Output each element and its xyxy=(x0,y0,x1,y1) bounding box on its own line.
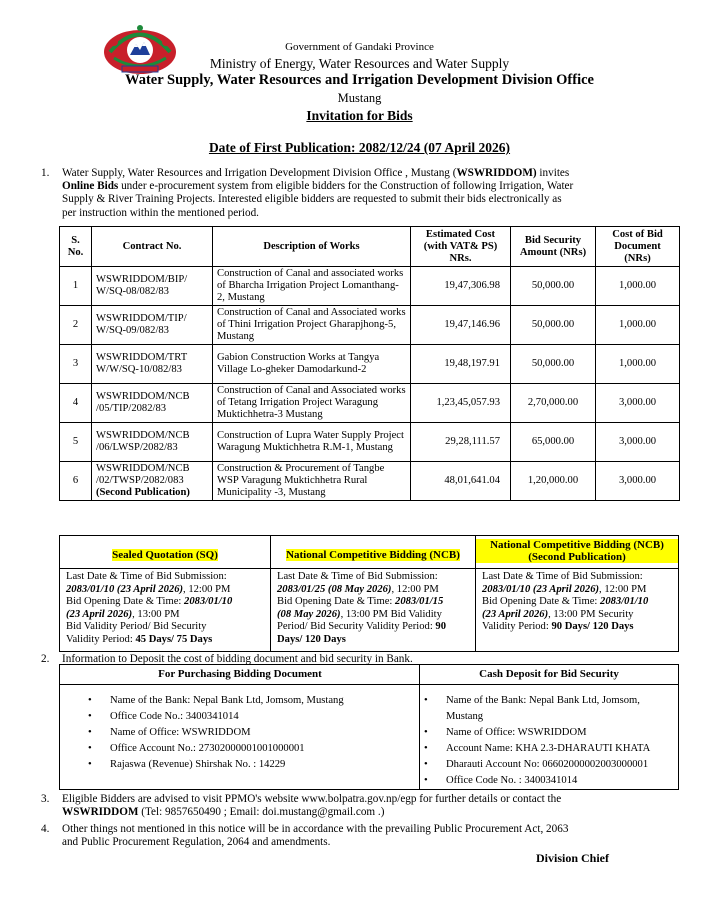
cell-document: 1,000.00 xyxy=(596,306,680,345)
cell-contract: WSWRIDDOM/NCB /06/LWSP/2082/83 xyxy=(92,423,213,462)
cell-contract: WSWRIDDOM/TIP/ W/SQ-09/082/83 xyxy=(92,306,213,345)
section-1-number: 1. xyxy=(41,167,50,179)
cell-contract: WSWRIDDOM/NCB /02/TWSP/2082/083 (Second Publication) xyxy=(92,462,213,501)
cell-document: 3,000.00 xyxy=(596,423,680,462)
schedule-ncb-second: National Competitive Bidding (NCB) (Second Publication) Last Date & Time of Bid Submission: 2083/01/10 (23 April 2026), 12:00 PM Bid Opening Date & Time: 2083/01/10 (23 April 2026), 13:00 PM Security Validity Period: 90 Days/ 120 Days xyxy=(476,536,678,651)
cell-sn: 3 xyxy=(60,345,92,384)
list-item: • Office Account No.: 27302000001001000001 xyxy=(80,741,410,757)
cell-sn: 1 xyxy=(60,267,92,306)
table-row xyxy=(60,423,680,462)
col-document: Cost of Bid Document (NRs) xyxy=(596,227,680,267)
schedule-title: Sealed Quotation (SQ) xyxy=(112,549,218,561)
list-item: • Name of the Bank: Nepal Bank Ltd, Jomsom, Mustang xyxy=(416,693,678,725)
section-2-text: Information to Deposit the cost of bidding document and bid security in Bank. xyxy=(62,653,413,665)
cell-document: 3,000.00 xyxy=(596,384,680,423)
cell-description: Construction of Canal and Associated works of Thini Irrigation Project Gharapjhong-5, Mustang xyxy=(213,306,411,345)
cell-security: 1,20,000.00 xyxy=(511,462,596,501)
district-name: Mustang xyxy=(337,91,382,105)
section-3-number: 3. xyxy=(41,793,50,805)
table-row xyxy=(60,462,680,501)
cell-cost: 19,47,146.96 xyxy=(411,306,511,345)
cell-cost: 48,01,641.04 xyxy=(411,462,511,501)
bank-right-list xyxy=(416,693,678,789)
list-item: • Account Name: KHA 2.3-DHARAUTI KHATA xyxy=(416,741,678,757)
cell-security: 50,000.00 xyxy=(511,345,596,384)
schedule-sq: $_{Sealed Quotation (SQ)}$ Last Date & Time of Bid Submission: 2083/01/10 (23 April 2026), 12:00 PM Bid Opening Date & Time: 2083/01/10 (23 April 2026), 13:00 PM Bid Validity Period/ Bid Security Validity Period: 45 Days/ 75 Days xyxy=(60,536,271,651)
schedule-title: National Competitive Bidding (NCB) (Second Publication) xyxy=(476,539,678,563)
col-sn: S. No. xyxy=(60,227,92,267)
cell-document: 3,000.00 xyxy=(596,462,680,501)
cell-security: 50,000.00 xyxy=(511,306,596,345)
cell-cost: 19,48,197.91 xyxy=(411,345,511,384)
notice-title: Invitation for Bids xyxy=(306,108,413,123)
cell-contract: WSWRIDDOM/TRT W/W/SQ-10/082/83 xyxy=(92,345,213,384)
col-security: Bid Security Amount (NRs) xyxy=(511,227,596,267)
government-name: Government of Gandaki Province xyxy=(285,41,434,53)
cell-description: Gabion Construction Works at Tangya Village Lo-gheker Damodarkund-2 xyxy=(213,345,411,384)
office-name: Water Supply, Water Resources and Irrigation Development Division Office xyxy=(125,72,594,88)
schedule-title: National Competitive Bidding (NCB) xyxy=(286,549,460,561)
table-header-row xyxy=(60,227,680,267)
list-item: • Rajaswa (Revenue) Shirshak No. : 14229 xyxy=(80,757,410,773)
table-row xyxy=(60,384,680,423)
table-row xyxy=(60,306,680,345)
signature-title: Division Chief xyxy=(536,851,610,865)
cell-document: 1,000.00 xyxy=(596,267,680,306)
bid-schedule-grid xyxy=(59,535,679,652)
cell-contract: WSWRIDDOM/NCB /05/TIP/2082/83 xyxy=(92,384,213,423)
col-description: Description of Works xyxy=(213,227,411,267)
cell-description: Construction & Procurement of Tangbe WSP Varagung Muktichhetra Rural Municipality -3, Mustang xyxy=(213,462,411,501)
schedule-ncb: $_{National Competitive Bidding (NCB)}$ Last Date & Time of Bid Submission: 2083/01/25 (08 May 2026), 12:00 PM Bid Opening Date & Time: 2083/01/15 (08 May 2026), 13:00 PM Bid Validity Period/ Bid Security Validity Period: 90 Days/ 120 Days xyxy=(271,536,476,651)
cell-document: 1,000.00 xyxy=(596,345,680,384)
table-row xyxy=(60,345,680,384)
ministry-name: Ministry of Energy, Water Resources and Water Supply xyxy=(209,56,510,71)
cell-sn: 5 xyxy=(60,423,92,462)
section-1-text: Water Supply, Water Resources and Irrigation Development Division Office , Mustang (WSWRIDDOM) invites Online Bids under e-procurement system from eligible bidders for the Construction of following Irrigation, Water Supply & River Training Projects. Interested eligible bidders are requested to submit their bids electronically as per instruction within the mentioned period. xyxy=(62,167,574,219)
cell-description: Construction of Lupra Water Supply Project Waragung Muktichhetra R.M-1, Mustang xyxy=(213,423,411,462)
section-3-text: Eligible Bidders are advised to visit PPMO's website www.bolpatra.gov.np/egp for further details or contact the WSWRIDDOM (Tel: 9857650490 ; Email: doi.mustang@gmail.com .) xyxy=(62,793,562,819)
cell-contract: WSWRIDDOM/BIP/ W/SQ-08/082/83 xyxy=(92,267,213,306)
table-row xyxy=(60,267,680,306)
list-item: • Office Code No.: 3400341014 xyxy=(80,709,410,725)
publication-date: Date of First Publication: 2082/12/24 (07 April 2026) xyxy=(208,140,511,155)
col-contract: Contract No. xyxy=(92,227,213,267)
cell-cost: 29,28,111.57 xyxy=(411,423,511,462)
cell-security: 2,70,000.00 xyxy=(511,384,596,423)
list-item: • Name of the Bank: Nepal Bank Ltd, Jomsom, Mustang xyxy=(80,693,410,709)
cell-sn: 4 xyxy=(60,384,92,423)
list-item: • Name of Office: WSWRIDDOM xyxy=(416,725,678,741)
cell-description: Construction of Canal and Associated works of Tetang Irrigation Project Waragung Muktichhetra-3 Mustang xyxy=(213,384,411,423)
col-cost: Estimated Cost (with VAT& PS) NRs. xyxy=(411,227,511,267)
bank-left-list xyxy=(80,693,410,773)
list-item: • Office Code No. : 3400341014 xyxy=(416,773,678,789)
section-4-text: Other things not mentioned in this notice will be in accordance with the prevailing Public Procurement Act, 2063 and Public Procurement Regulation, 2064 and amendments. xyxy=(62,823,569,849)
bids-table xyxy=(59,226,680,501)
cell-security: 50,000.00 xyxy=(511,267,596,306)
section-2-number: 2. xyxy=(41,653,50,665)
cell-sn: 2 xyxy=(60,306,92,345)
bank-left-title: For Purchasing Bidding Document xyxy=(60,665,420,685)
cell-description: Construction of Canal and associated works of Bharcha Irrigation Project Lomanthang-2, Mustang xyxy=(213,267,411,306)
cell-cost: 1,23,45,057.93 xyxy=(411,384,511,423)
list-item: • Dharauti Account No: 06602000002003000001 xyxy=(416,757,678,773)
second-publication-note: (Second Publication) xyxy=(96,487,190,498)
cell-sn: 6 xyxy=(60,462,92,501)
section-4-number: 4. xyxy=(41,823,50,835)
cell-cost: 19,47,306.98 xyxy=(411,267,511,306)
list-item: • Name of Office: WSWRIDDOM xyxy=(80,725,410,741)
bank-deposit-grid xyxy=(59,664,679,790)
bank-right-title: Cash Deposit for Bid Security xyxy=(420,665,678,685)
cell-security: 65,000.00 xyxy=(511,423,596,462)
